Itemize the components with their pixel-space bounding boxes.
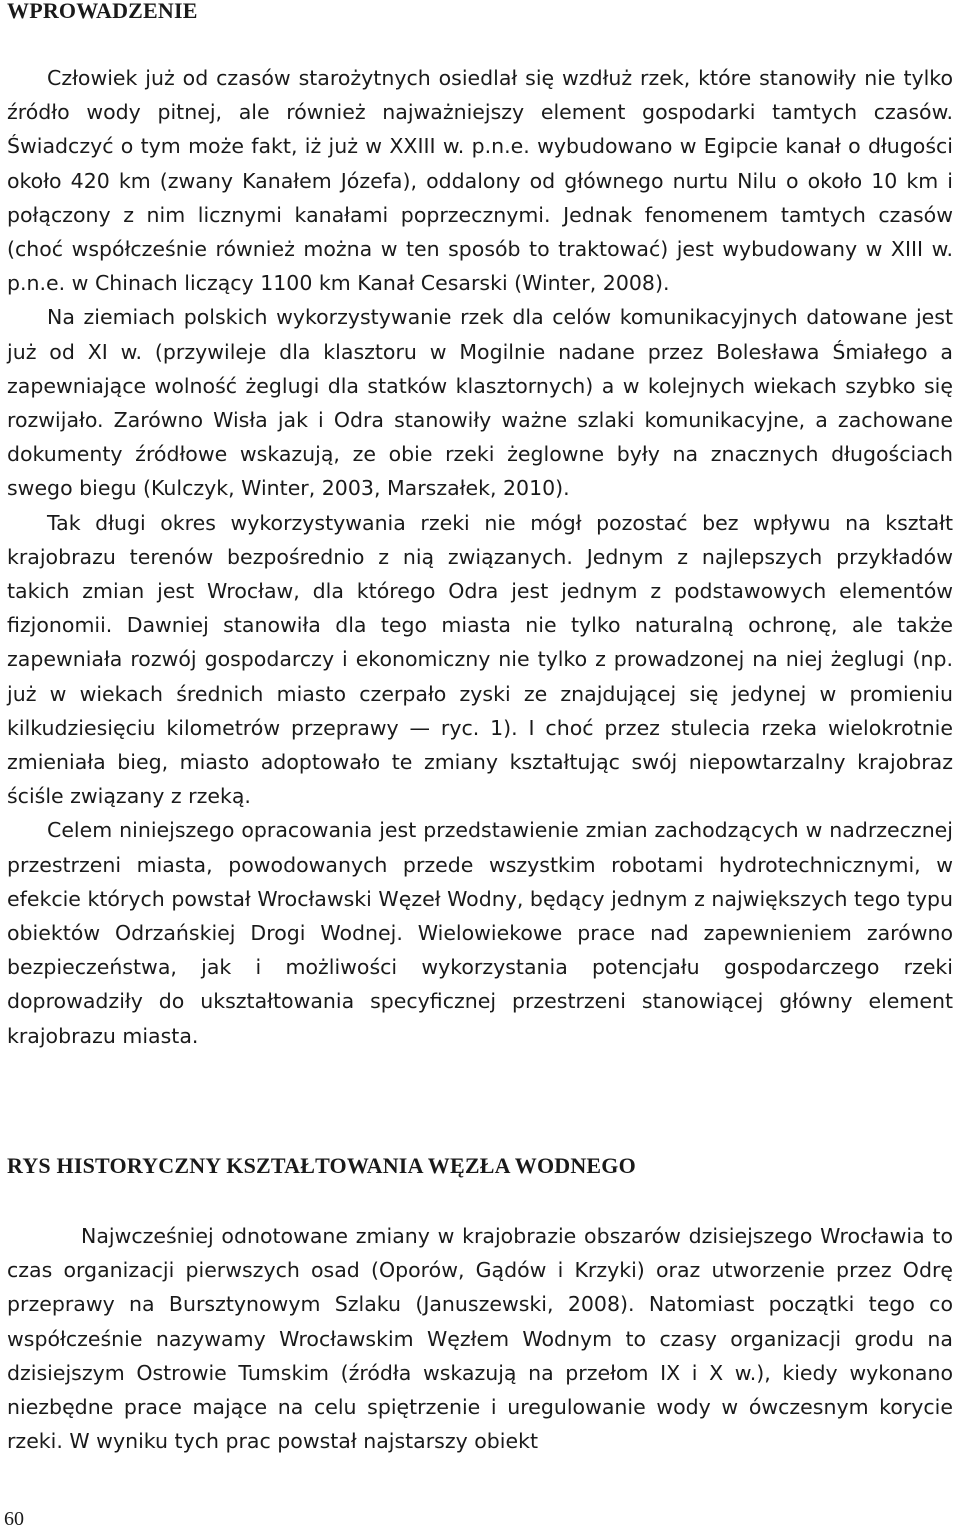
paragraph: Celem niniejszego opracowania jest przedstawienie zmian zachodzących w nadrzecznej przestrzeni miasta, powodowanych przede wszystkim robotami hydrotechnicznymi, w efekcie których powstał Wrocławski Węzeł Wodny, będący jednym z największych tego typu obiektów Odrzańskiej Drogi Wodnej. Wielowiekowe prace nad zapewnieniem zarówno bezpieczeństwa, jak i możliwości wykorzystania potencjału gospodarczego rzeki doprowadziły do ukształtowania specyficznej przestrzeni stanowiącej główny element krajobrazu miasta. — [7, 818, 953, 1048]
paragraph: Tak długi okres wykorzystywania rzeki nie mógł pozostać bez wpływu na kształt krajobrazu terenów bezpośrednio z nią związanych. Jednym z najlepszych przykładów takich zmian jest Wrocław, dla którego Odra jest jednym z podstawowych elementów fizjonomii. Dawniej stanowiła dla tego miasta nie tylko naturalną ochronę, ale także zapewniała rozwój gospodarczy i ekonomiczny nie tylko z prowadzonej na niej żeglugi (np. już w wiekach średnich miasto czerpało zyski ze znajdującej się jedynej w promieniu kilkudziesięciu kilometrów przeprawy — ryc. 1). I choć przez stulecia rzeka wielokrotnie zmieniała bieg, miasto adoptowało te zmiany kształtując swój niepowtarzalny krajobraz ściśle związany z rzeką. — [7, 510, 953, 809]
page-number: 60 — [4, 1508, 24, 1530]
paragraph: Człowiek już od czasów starożytnych osiedlał się wzdłuż rzek, które stanowiły nie tylko źródło wody pitnej, ale również najważniejszy element gospodarki tamtych czasów. Świadczyć o tym może fakt, iż już w XXIII w. p.n.e. wybudowano w Egipcie kanał o długości około 420 km (zwany Kanałem Józefa), oddalony od głównego nurtu Nilu o około 10 km i połączony z nim licznymi kanałami poprzecznymi. Jednak fenomenem tamtych czasów (choć współcześnie również można w ten sposób to traktować) jest wybudowany w XIII w. p.n.e. w Chinach liczący 1100 km Kanał Cesarski (Winter, 2008). — [7, 66, 953, 296]
history-section — [7, 1219, 953, 1458]
section-heading-history: RYS HISTORYCZNY KSZTAŁTOWANIA WĘZŁA WODNEGO — [7, 1153, 636, 1178]
introduction-section — [7, 61, 953, 1053]
paragraph: Najwcześniej odnotowane zmiany w krajobrazie obszarów dzisiejszego Wrocławia to czas organizacji pierwszych osad (Oporów, Gądów i Krzyki) oraz utworzenie przez Odrę przeprawy na Bursztynowym Szlaku (Januszewski, 2008). Natomiast początki tego co współcześnie nazywamy Wrocławskim Węzłem Wodnym to czasy organizacji grodu na dzisiejszym Ostrowie Tumskim (źródła wskazują na przełom IX i X w.), kiedy wykonano niezbędne prace mające na celu spiętrzenie i uregulowanie wody w ówczesnym korycie rzeki. W wyniku tych prac powstał najstarszy obiekt — [7, 1224, 953, 1454]
paragraph: Na ziemiach polskich wykorzystywanie rzek dla celów komunikacyjnych datowane jest już od XI w. (przywileje dla klasztoru w Mogilnie nadane przez Bolesława Śmiałego a zapewniające wolność żeglugi dla statków klasztornych) a w kolejnych wiekach szybko się rozwijało. Zarówno Wisła jak i Odra stanowiły ważne szlaki komunikacyjne, a zachowane dokumenty źródłowe wskazują, ze obie rzeki żeglowne były na znacznych długościach swego biegu (Kulczyk, Winter, 2003, Marszałek, 2010). — [7, 305, 953, 501]
section-heading-introduction: WPROWADZENIE — [7, 0, 198, 23]
